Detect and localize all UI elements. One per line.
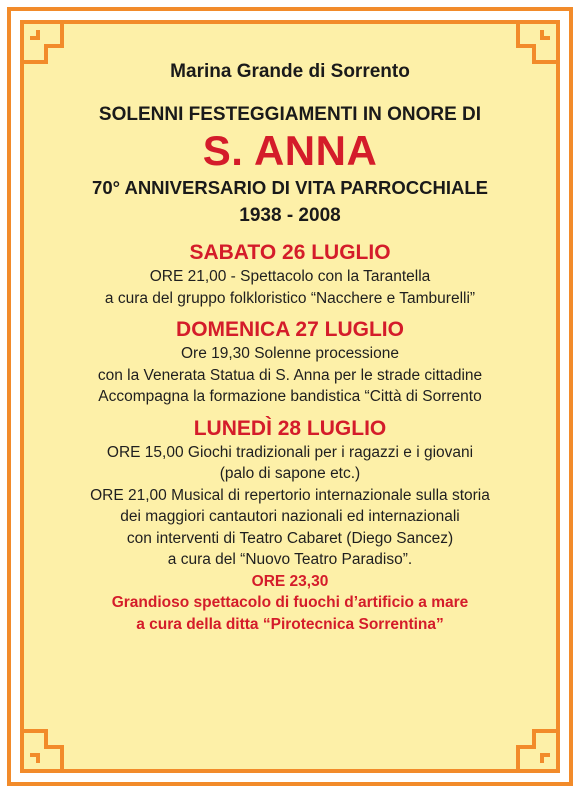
event-line: ORE 21,00 - Spettacolo con la Tarantella: [149, 268, 431, 285]
event-line: ORE 15,00 Giochi tradizionali per i ragazzi e i giovani: [106, 443, 474, 461]
fireworks-organizer: a cura della ditta “Pirotecnica Sorrentina”: [136, 615, 444, 633]
event-line: ORE 21,00 Musical di repertorio internazionale sulla storia: [90, 486, 490, 504]
event-line: con interventi di Teatro Cabaret (Diego Sancez): [126, 529, 454, 547]
anniversary-title: 70° ANNIVERSARIO DI VITA PARROCCHIALE: [92, 177, 488, 198]
event-line: con la Venerata Statua di S. Anna per le strade cittadine: [97, 366, 483, 384]
location-title: Marina Grande di Sorrento: [170, 61, 410, 82]
anniversary-years: 1938 - 2008: [239, 205, 341, 226]
festival-title: SOLENNI FESTEGGIAMENTI IN ONORE DI: [98, 104, 482, 125]
saint-name: S. ANNA: [202, 127, 378, 174]
fireworks-description: Grandioso spettacolo di fuochi d’artificio a mare: [111, 594, 469, 611]
poster-content: [20, 58, 560, 635]
fireworks-time: ORE 23,30: [251, 572, 329, 590]
event-line: (palo di sapone etc.): [219, 465, 361, 482]
day-saturday: [20, 240, 560, 309]
event-line: Accompagna la formazione bandistica “Città di Sorrento: [98, 388, 482, 405]
day-heading: SABATO 26 LUGLIO: [189, 241, 391, 264]
event-line: a cura del “Nuovo Teatro Paradiso”.: [167, 551, 413, 568]
day-heading: DOMENICA 27 LUGLIO: [176, 318, 404, 341]
event-line: dei maggiori cantautori nazionali ed internazionali: [120, 508, 460, 525]
day-monday: [20, 416, 560, 636]
event-line: Ore 19,30 Solenne processione: [180, 345, 399, 362]
day-sunday: [20, 317, 560, 408]
event-line: a cura del gruppo folkloristico “Nacchere e Tamburelli”: [104, 289, 476, 307]
day-heading: LUNEDÌ 28 LUGLIO: [193, 416, 387, 440]
